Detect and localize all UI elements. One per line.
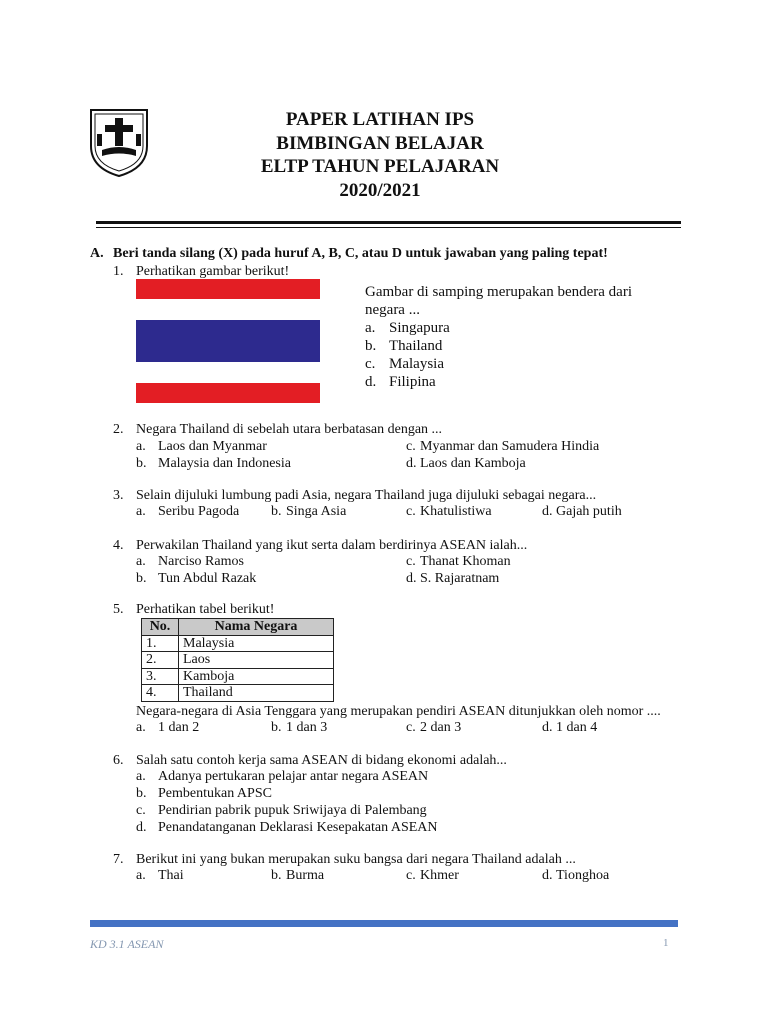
option-letter: c. xyxy=(406,720,416,735)
option-letter: a. xyxy=(136,554,146,569)
option-text: S. Rajaratnam xyxy=(420,571,500,586)
option-text: Adanya pertukaran pelajar antar negara ASEAN xyxy=(158,769,429,784)
option-text: Thai xyxy=(158,868,184,883)
question-text: Salah satu contoh kerja sama ASEAN di bidang ekonomi adalah... xyxy=(136,753,507,768)
option-letter: b. xyxy=(136,786,147,801)
option-letter: a. xyxy=(136,439,146,454)
option-letter: b. xyxy=(136,571,147,586)
footer-bar xyxy=(90,920,678,927)
option-letter: d. xyxy=(406,456,417,471)
question-side-text: negara ... xyxy=(365,302,420,318)
option-text: Malaysia xyxy=(389,356,444,372)
option-letter: d. xyxy=(406,571,417,586)
table-row xyxy=(142,652,334,669)
option-letter: d. xyxy=(365,374,377,390)
option-text: Khmer xyxy=(420,868,459,883)
option-text: Malaysia dan Indonesia xyxy=(158,456,291,471)
option-text: Tun Abdul Razak xyxy=(158,571,257,586)
option-text: 1 dan 4 xyxy=(556,720,598,735)
question-text: Negara Thailand di sebelah utara berbatasan dengan ... xyxy=(136,422,443,437)
table-cell: 2. xyxy=(142,652,179,669)
table-cell: 4. xyxy=(142,685,179,702)
footer-label: KD 3.1 ASEAN xyxy=(90,937,164,951)
table-cell: 3. xyxy=(142,668,179,685)
option-text: Penandatanganan Deklarasi Kesepakatan ASEAN xyxy=(158,820,438,835)
option-letter: d. xyxy=(542,868,553,883)
option-text: Singapura xyxy=(389,320,450,336)
question-number: 1. xyxy=(113,264,124,279)
table-row xyxy=(142,668,334,685)
option-letter: b. xyxy=(271,720,282,735)
option-text: Singa Asia xyxy=(286,504,347,519)
title-line: BIMBINGAN BELAJAR xyxy=(276,132,484,154)
option-text: Filipina xyxy=(389,374,436,390)
option-letter: c. xyxy=(406,554,416,569)
question-number: 3. xyxy=(113,488,124,503)
option-letter: b. xyxy=(271,868,282,883)
table-cell: Thailand xyxy=(179,685,334,702)
option-letter: a. xyxy=(136,868,146,883)
question-text: Selain dijuluki lumbung padi Asia, negara Thailand juga dijuluki sebagai negara... xyxy=(136,488,597,503)
option-letter: b. xyxy=(136,456,147,471)
title-line: 2020/2021 xyxy=(339,179,421,201)
option-text: Gajah putih xyxy=(556,504,622,519)
table-cell: Kamboja xyxy=(179,668,334,685)
option-text: Thailand xyxy=(389,338,443,354)
question-number: 5. xyxy=(113,602,124,617)
option-text: Pembentukan APSC xyxy=(158,786,272,801)
question-text-followup: Negara-negara di Asia Tenggara yang merupakan pendiri ASEAN ditunjukkan oleh nomor .... xyxy=(136,704,661,719)
question-number: 2. xyxy=(113,422,124,437)
option-letter: b. xyxy=(271,504,282,519)
table-header-cell: Nama Negara xyxy=(179,619,334,636)
option-text: Burma xyxy=(286,868,325,883)
option-letter: c. xyxy=(406,439,416,454)
option-letter: c. xyxy=(365,356,376,372)
option-text: 1 dan 2 xyxy=(158,720,200,735)
option-text: Pendirian pabrik pupuk Sriwijaya di Palembang xyxy=(158,803,427,818)
option-text: Tionghoa xyxy=(556,868,610,883)
table-header-row xyxy=(142,619,334,636)
table-cell: Laos xyxy=(179,652,334,669)
question-number: 6. xyxy=(113,753,124,768)
title-line: PAPER LATIHAN IPS xyxy=(285,109,475,130)
question-number: 4. xyxy=(113,538,124,553)
section-instruction: Beri tanda silang (X) pada huruf A, B, C, atau D untuk jawaban yang paling tepat! xyxy=(113,246,608,261)
countries-table xyxy=(141,618,334,702)
option-letter: c. xyxy=(136,803,146,818)
question-text: Perhatikan tabel berikut! xyxy=(136,602,275,617)
option-letter: b. xyxy=(365,338,377,354)
option-letter: c. xyxy=(406,504,416,519)
option-letter: d. xyxy=(136,820,147,835)
option-text: Myanmar dan Samudera Hindia xyxy=(420,439,600,454)
table-row xyxy=(142,635,334,652)
option-text: Thanat Khoman xyxy=(420,554,511,569)
page-title xyxy=(180,108,580,202)
thailand-flag-image xyxy=(136,279,320,403)
title-line: ELTP TAHUN PELAJARAN xyxy=(260,156,500,177)
section-label: A. xyxy=(90,246,104,261)
table-row xyxy=(142,685,334,702)
option-text: Laos dan Myanmar xyxy=(158,439,267,454)
header-divider-thin xyxy=(96,227,681,228)
question-text: Berikut ini yang bukan merupakan suku bangsa dari negara Thailand adalah ... xyxy=(136,852,576,867)
question-number: 7. xyxy=(113,852,124,867)
option-letter: d. xyxy=(542,720,553,735)
option-text: Laos dan Kamboja xyxy=(420,456,526,471)
table-cell: Malaysia xyxy=(179,635,334,652)
option-letter: a. xyxy=(136,504,146,519)
header-divider-thick xyxy=(96,221,681,224)
table-cell: 1. xyxy=(142,635,179,652)
option-text: 2 dan 3 xyxy=(420,720,462,735)
option-text: Seribu Pagoda xyxy=(158,504,240,519)
option-text: 1 dan 3 xyxy=(286,720,328,735)
question-text: Perwakilan Thailand yang ikut serta dalam berdirinya ASEAN ialah... xyxy=(136,538,528,553)
option-letter: a. xyxy=(365,320,376,336)
table-header-cell: No. xyxy=(142,619,179,636)
question-side-text: Gambar di samping merupakan bendera dari xyxy=(365,284,632,300)
page-number: 1 xyxy=(663,937,669,949)
option-text: Khatulistiwa xyxy=(420,504,492,519)
option-letter: c. xyxy=(406,868,416,883)
school-crest-logo xyxy=(88,106,150,178)
option-letter: a. xyxy=(136,720,146,735)
question-text: Perhatikan gambar berikut! xyxy=(136,264,290,279)
option-letter: d. xyxy=(542,504,553,519)
option-text: Narciso Ramos xyxy=(158,554,244,569)
option-letter: a. xyxy=(136,769,146,784)
